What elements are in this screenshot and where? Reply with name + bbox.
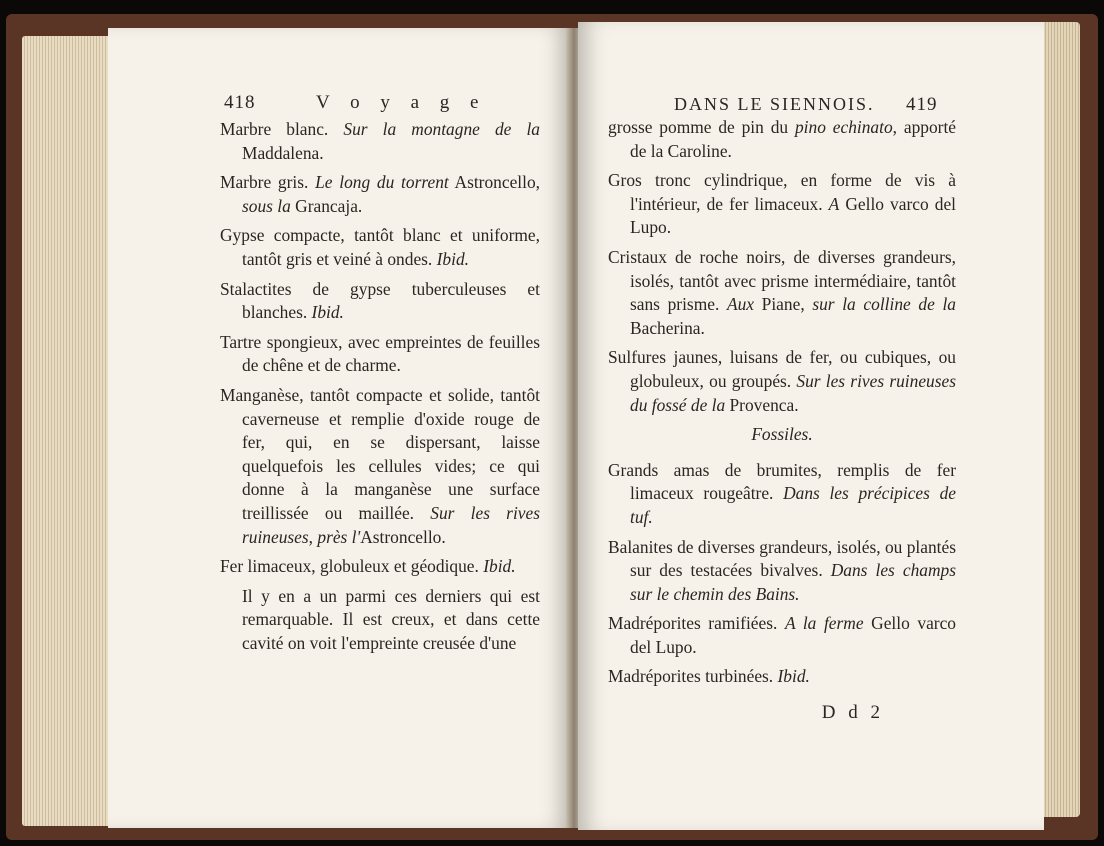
entry-text: Marbre blanc. bbox=[220, 119, 344, 139]
entry-text: Grands amas de brumites, remplis de fer limaceux rougeâtre. bbox=[608, 459, 956, 504]
left-entries bbox=[220, 118, 540, 661]
catalog-entry bbox=[220, 555, 540, 579]
entry-italic-text: Ibid. bbox=[311, 302, 344, 323]
entry-text: Grancaja. bbox=[290, 195, 363, 216]
catalog-entry bbox=[220, 118, 540, 165]
entry-text: Fer limaceux, globuleux et géodique. bbox=[220, 556, 484, 577]
entry-text: Provenca. bbox=[725, 394, 799, 415]
entry-italic-text: Aux bbox=[726, 294, 755, 315]
entry-italic-text: A bbox=[828, 193, 840, 214]
entry-text: Bacherina. bbox=[630, 317, 705, 338]
right-page-number: 419 bbox=[906, 94, 938, 115]
entry-italic-text: Dans les champs sur le chemin des Bains. bbox=[630, 560, 956, 604]
catalog-entry bbox=[608, 246, 956, 340]
entry-italic-text: A la ferme bbox=[784, 613, 864, 634]
entry-italic-text: Sur les rives ruineuses bbox=[242, 502, 540, 547]
catalog-entry bbox=[608, 665, 956, 689]
left-page-number: 418 bbox=[224, 92, 256, 113]
entry-italic-text: Ibid. bbox=[483, 556, 516, 577]
entry-text: grosse pomme de pin du bbox=[608, 117, 795, 137]
page-edges-right bbox=[1040, 22, 1080, 817]
left-page bbox=[108, 28, 570, 828]
entry-italic-text: sous la bbox=[242, 195, 291, 216]
entry-text: Astroncello, bbox=[448, 172, 540, 193]
entry-italic-text: Sur la montagne de la bbox=[343, 119, 540, 139]
entry-italic-text: Ibid. bbox=[436, 248, 470, 269]
entry-text: Sulfures jaunes, luisans de fer, ou cubiques, ou globuleux, ou groupés. bbox=[608, 347, 956, 391]
entry-italic-text: Dans les précipices de tuf. bbox=[630, 483, 956, 527]
entry-italic-text: Sur les rives ruineuses du fossé de la bbox=[630, 370, 956, 415]
entry-text: Maddalena. bbox=[242, 142, 324, 163]
entry-text: Stalactites de gypse tuberculeuses et blanches. bbox=[220, 278, 540, 323]
catalog-entry bbox=[220, 331, 540, 378]
entry-text: Manganèse, tantôt compacte et solide, tantôt caverneuse et remplie d'oxide rouge de fer, qui, en se dispersant, laisse quelquefois les cellules vides; ce qui donne à la manganèse une surface treillissée ou maillée. bbox=[220, 384, 540, 523]
right-page bbox=[578, 22, 1044, 830]
entry-text: Gello varco del Lupo. bbox=[630, 193, 956, 238]
right-entries bbox=[608, 116, 956, 695]
entry-text: Piane, bbox=[754, 294, 813, 315]
entry-italic-text: pino echinato bbox=[794, 117, 893, 137]
entry-text: Gello varco del Lupo. bbox=[630, 613, 956, 657]
signature-mark: D d 2 bbox=[821, 702, 884, 723]
entry-text: Gros tronc cylindrique, en forme de vis à l'intérieur, de fer limaceux. bbox=[608, 170, 956, 214]
catalog-entry bbox=[220, 171, 540, 218]
catalog-entry bbox=[608, 116, 956, 163]
entry-text: Balanites de diverses grandeurs, isolés, ou plantés sur des testacées bivalves. bbox=[608, 536, 956, 581]
entry-text: , apporté de la Caroline. bbox=[630, 117, 957, 161]
entry-text: , bbox=[308, 526, 318, 547]
catalog-entry bbox=[220, 278, 540, 325]
entry-text: Madréporites ramifiées. bbox=[608, 613, 785, 634]
catalog-entry bbox=[608, 459, 956, 530]
entry-italic-text: sur la colline de la bbox=[812, 294, 956, 315]
entry-text: Cristaux de roche noirs, de diverses grandeurs, isolés, tantôt avec prisme intermédiaire, tantôt sans prisme. bbox=[608, 246, 956, 315]
entry-italic-text: près l' bbox=[317, 526, 361, 547]
section-title: Fossiles. bbox=[751, 424, 813, 445]
catalog-entry bbox=[608, 536, 956, 607]
entry-text: Madréporites turbinées. bbox=[608, 666, 778, 687]
right-running-head: DANS LE SIENNOIS. bbox=[674, 94, 875, 114]
entry-text: Marbre gris. bbox=[220, 172, 316, 193]
page-edges-left bbox=[22, 36, 112, 826]
catalog-entry bbox=[608, 346, 956, 417]
entry-italic-text: Le long du torrent bbox=[315, 172, 449, 193]
catalog-entry bbox=[220, 224, 540, 271]
catalog-entry bbox=[220, 384, 540, 549]
left-paragraph: Il y en a un parmi ces derniers qui est remarquable. Il est creux, et dans cette cavité on voit l'empreinte creusée d'une bbox=[242, 585, 540, 653]
entry-italic-text: Ibid. bbox=[777, 666, 810, 687]
entry-text: Gypse compacte, tantôt blanc et uniforme, tantôt gris et veiné à ondes. bbox=[220, 225, 540, 269]
catalog-entry bbox=[608, 169, 956, 240]
entry-text: Tartre spongieux, avec empreintes de feuilles de chêne et de charme. bbox=[220, 331, 540, 376]
catalog-entry bbox=[608, 612, 956, 659]
left-running-head: V o y a g e bbox=[316, 92, 487, 113]
entry-text: Astroncello. bbox=[360, 526, 446, 547]
